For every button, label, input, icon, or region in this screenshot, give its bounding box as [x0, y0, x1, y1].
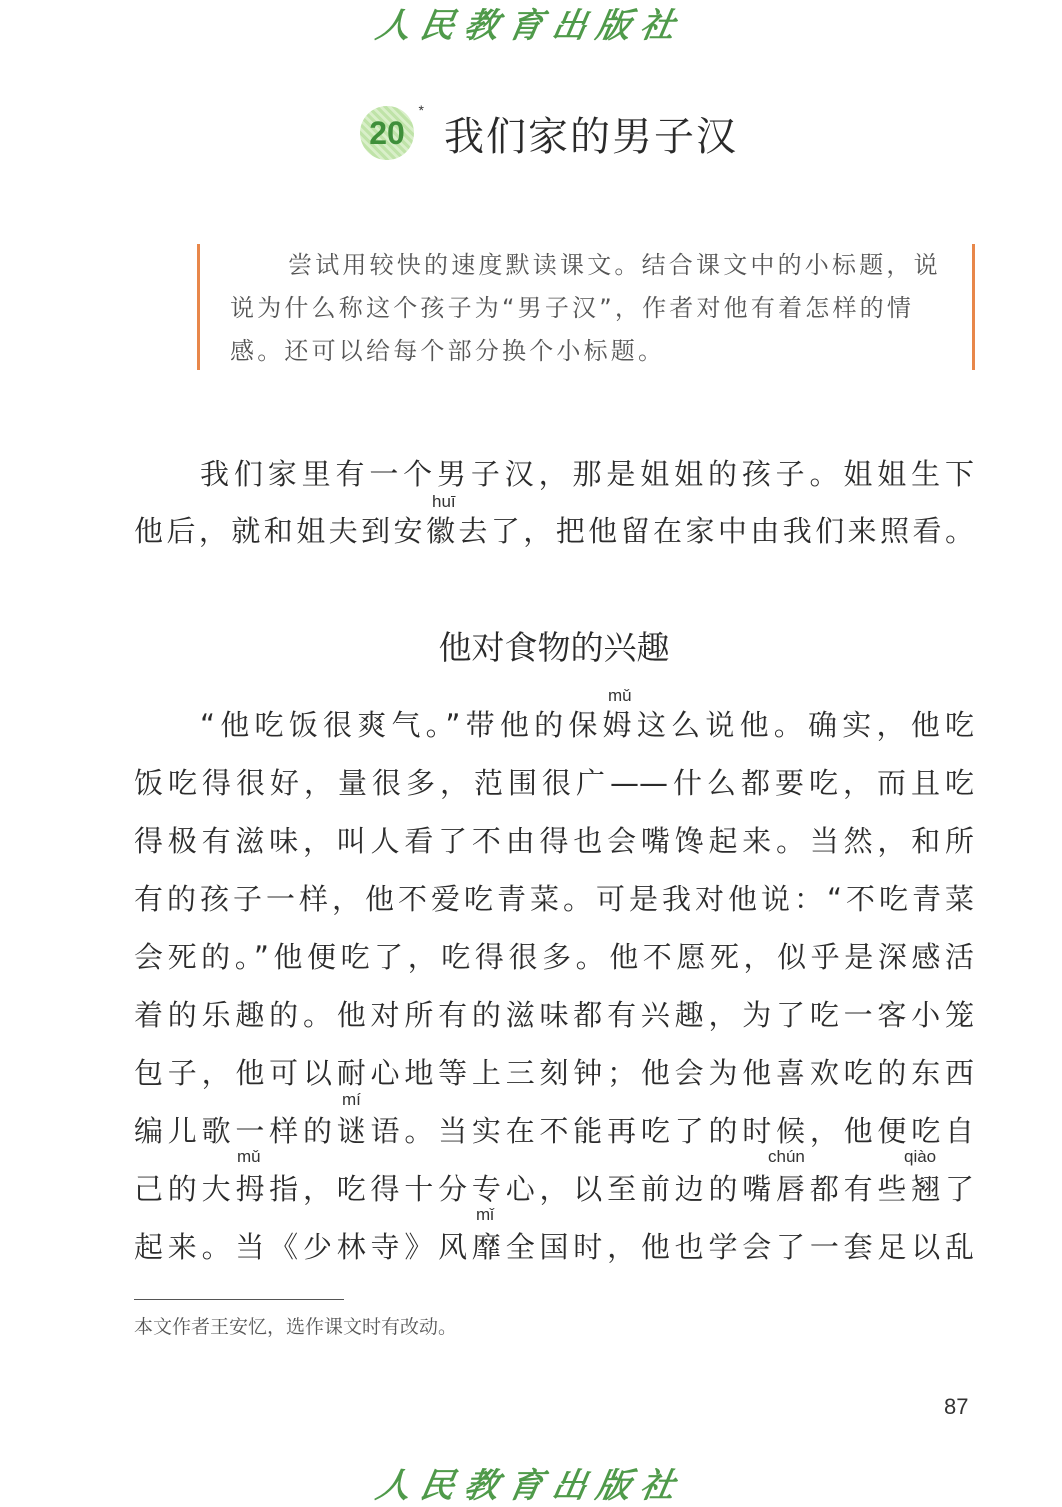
- reading-prompt-text: 尝试用较快的速度默读课文。结合课文中的小标题，说说为什么称这个孩子为“男子汉”，作者对他有着怎样的情感。还可以给每个部分换个小标题。: [230, 251, 941, 365]
- self-study-mark: *: [418, 102, 424, 118]
- footnote: 本文作者王安忆，选作课文时有改动。: [134, 1316, 458, 1338]
- pinyin-hui: huī: [432, 492, 456, 511]
- pinyin-mu-1: mǔ: [608, 686, 632, 705]
- body-line-8: 编儿歌一样的谜语。当实在不能再吃了的时候，他便吃自: [134, 1114, 974, 1148]
- pinyin-mi-2: mǐ: [476, 1205, 494, 1224]
- lesson-number-badge: [360, 102, 424, 160]
- intro-line-1: 我们家里有一个男子汉，那是姐姐的孩子。姐姐生下: [200, 457, 974, 491]
- body-line-10: 起来。当《少林寺》风靡全国时，他也学会了一套足以乱: [134, 1230, 974, 1264]
- footnote-divider: [134, 1299, 344, 1300]
- body-line-7: 包子，他可以耐心地等上三刻钟；他会为他喜欢吃的东西: [134, 1056, 974, 1090]
- pinyin-qiao: qiào: [904, 1147, 937, 1166]
- lesson-title: 我们家的男子汉: [444, 113, 738, 160]
- lesson-header: [360, 98, 738, 168]
- body-line-6: 着的乐趣的。他对所有的滋味都有兴趣，为了吃一客小笼: [134, 998, 974, 1032]
- body-line-4: 有的孩子一样，他不爱吃青菜。可是我对他说：“不吃青菜: [134, 882, 974, 916]
- publisher-logo-bottom: 人民教育出版社: [372, 1466, 688, 1506]
- section-heading: 他对食物的兴趣: [438, 628, 670, 667]
- reading-prompt-box: [197, 244, 975, 370]
- pinyin-chun: chún: [768, 1147, 805, 1166]
- body-line-3: 得极有滋味，叫人看了不由得也会嘴馋起来。当然，和所: [134, 824, 974, 858]
- intro-line-2: 他后，就和姐夫到安徽去了，把他留在家中由我们来照看。: [134, 514, 974, 548]
- lesson-number: 20: [369, 114, 405, 151]
- page-number: 87: [944, 1394, 969, 1419]
- pinyin-mi-1: mí: [342, 1090, 361, 1109]
- body-line-2: 饭吃得很好，量很多，范围很广——什么都要吃，而且吃: [134, 766, 974, 800]
- body-line-5: 会死的。”他便吃了，吃得很多。他不愿死，似乎是深感活: [134, 940, 974, 974]
- publisher-logo-top: 人民教育出版社: [372, 6, 688, 46]
- body-line-1: “他吃饭很爽气。”带他的保姆这么说他。确实，他吃: [200, 708, 974, 742]
- pinyin-mu-2: mǔ: [237, 1147, 261, 1166]
- body-line-9: 己的大拇指，吃得十分专心，以至前边的嘴唇都有些翘了: [134, 1172, 974, 1206]
